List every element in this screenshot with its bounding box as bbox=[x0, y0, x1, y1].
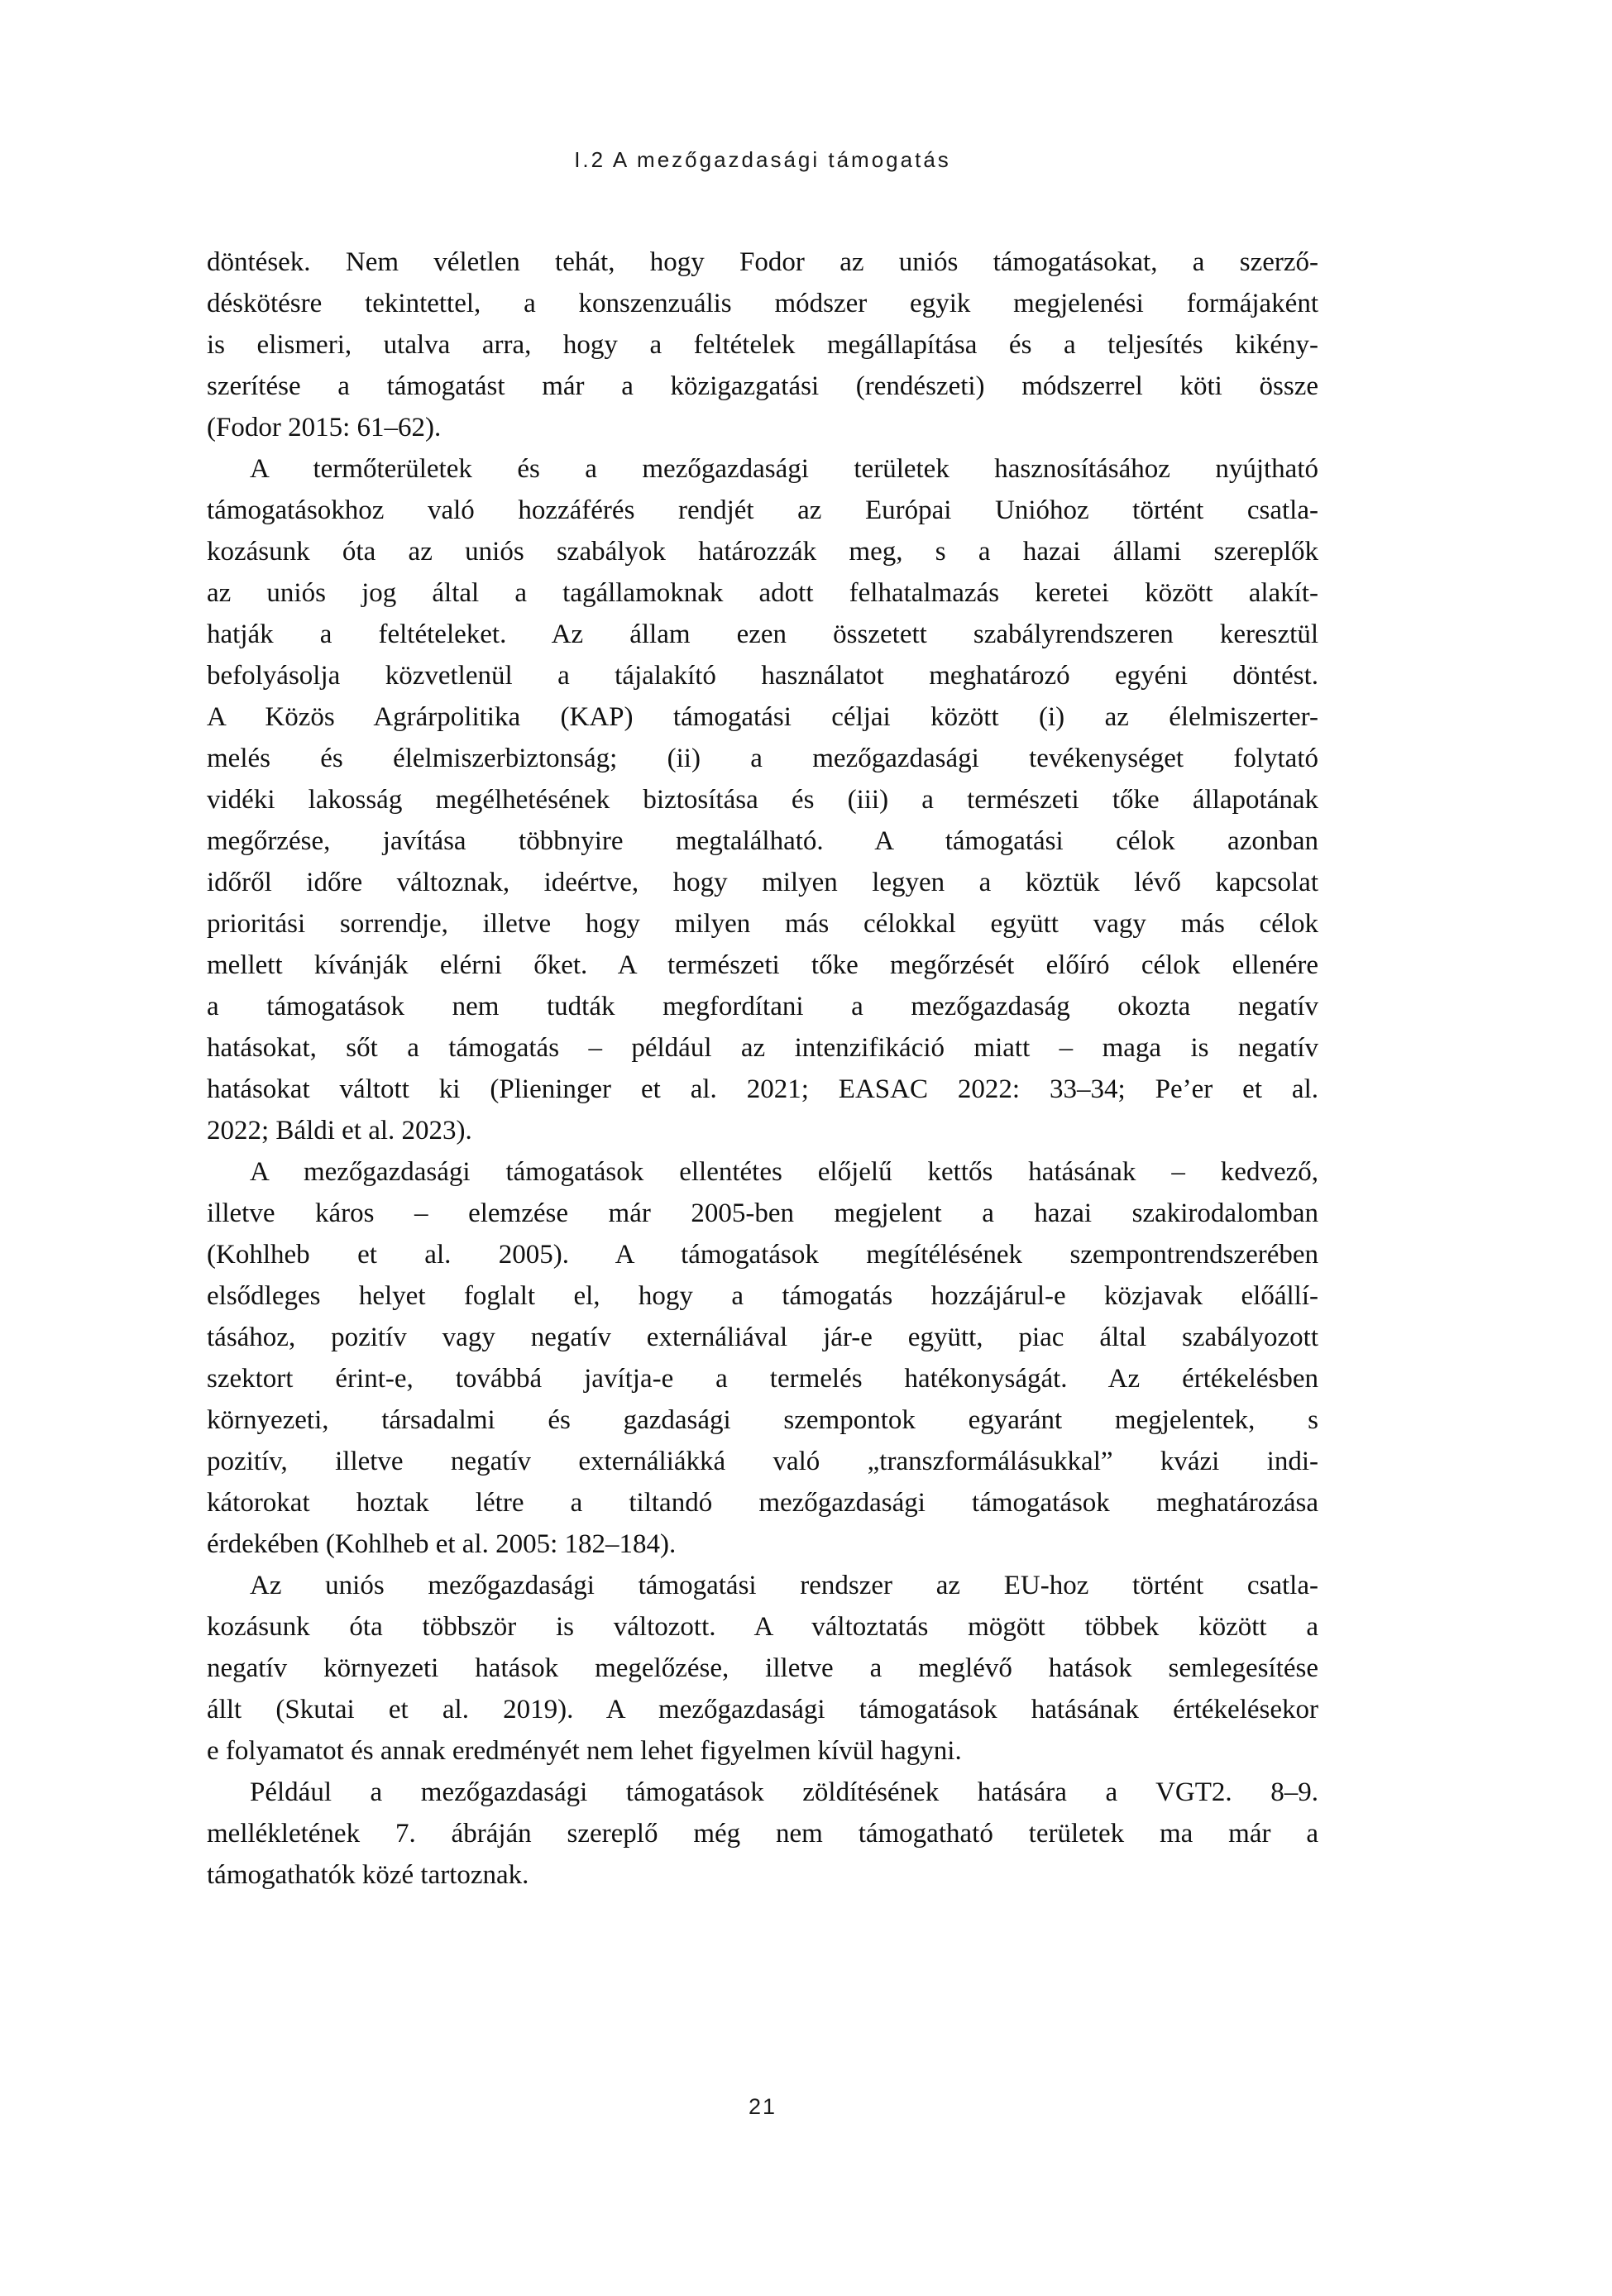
body-text bbox=[207, 242, 1318, 1896]
text-line: hatják a feltételeket. Az állam ezen összetett szabályrendszeren keresztül bbox=[207, 619, 1318, 649]
text-line: kozásunk óta többször is változott. A változtatás mögött többek között a bbox=[207, 1612, 1318, 1642]
text-line: 2022; Báldi et al. 2023). bbox=[207, 1116, 472, 1146]
text-line: (Kohlheb et al. 2005). A támogatások megítélésének szempontrendszerében bbox=[207, 1240, 1318, 1270]
text-line: állt (Skutai et al. 2019). A mezőgazdasági támogatások hatásának értékelésekor bbox=[207, 1695, 1318, 1724]
text-line: e folyamatot és annak eredményét nem lehet figyelmen kívül hagyni. bbox=[207, 1736, 962, 1766]
text-line: is elismeri, utalva arra, hogy a feltételek megállapítása és a teljesítés kikény- bbox=[207, 330, 1318, 360]
paragraph bbox=[207, 1772, 1318, 1896]
text-line: pozitív, illetve negatív externáliákká való „transzformálásukkal” kvázi indi- bbox=[207, 1447, 1318, 1476]
running-header: I.2 A mezőgazdasági támogatás bbox=[574, 147, 951, 172]
text-line: támogatásokhoz való hozzáférés rendjét az Európai Unióhoz történt csatla- bbox=[207, 495, 1318, 525]
text-line: elsődleges helyet foglalt el, hogy a támogatás hozzájárul-e közjavak előállí- bbox=[207, 1281, 1318, 1311]
paragraph bbox=[207, 1151, 1318, 1565]
text-line: Az uniós mezőgazdasági támogatási rendszer az EU-hoz történt csatla- bbox=[250, 1571, 1318, 1600]
text-line: érdekében (Kohlheb et al. 2005: 182–184). bbox=[207, 1529, 677, 1559]
text-line: A Közös Agrárpolitika (KAP) támogatási céljai között (i) az élelmiszerter- bbox=[207, 702, 1318, 732]
text-line: déskötésre tekintettel, a konszenzuális módszer egyik megjelenési formájaként bbox=[207, 289, 1318, 318]
text-line: befolyásolja közvetlenül a tájalakító használatot meghatározó egyéni döntést. bbox=[207, 661, 1318, 691]
paragraph bbox=[207, 242, 1318, 448]
text-line: döntések. Nem véletlen tehát, hogy Fodor az uniós támogatásokat, a szerző- bbox=[207, 247, 1318, 277]
text-line: negatív környezeti hatások megelőzése, illetve a meglévő hatások semlegesítése bbox=[207, 1653, 1318, 1683]
text-line: a támogatások nem tudták megfordítani a mezőgazdaság okozta negatív bbox=[207, 992, 1318, 1021]
text-line: szektort érint-e, továbbá javítja-e a termelés hatékonyságát. Az értékelésben bbox=[207, 1364, 1318, 1394]
text-line: környezeti, társadalmi és gazdasági szempontok egyaránt megjelentek, s bbox=[207, 1405, 1318, 1435]
text-line: mellett kívánják elérni őket. A természeti tőke megőrzését előíró célok ellenére bbox=[207, 950, 1318, 980]
paragraph bbox=[207, 448, 1318, 1151]
text-line: A termőterületek és a mezőgazdasági területek hasznosításához nyújtható bbox=[250, 454, 1318, 484]
text-line: Például a mezőgazdasági támogatások zöldítésének hatására a VGT2. 8–9. bbox=[250, 1777, 1318, 1807]
text-line: tásához, pozitív vagy negatív externáliával jár-e együtt, piac által szabályozott bbox=[207, 1323, 1318, 1352]
text-line: vidéki lakosság megélhetésének biztosítása és (iii) a természeti tőke állapotának bbox=[207, 785, 1318, 815]
text-line: mellékletének 7. ábráján szereplő még nem támogatható területek ma már a bbox=[207, 1819, 1318, 1849]
text-line: az uniós jog által a tagállamoknak adott felhatalmazás keretei között alakít- bbox=[207, 578, 1318, 608]
paragraph bbox=[207, 1565, 1318, 1772]
text-line: hatásokat váltott ki (Plieninger et al. 2021; EASAC 2022: 33–34; Pe’er et al. bbox=[207, 1074, 1318, 1104]
text-line: hatásokat, sőt a támogatás – például az intenzifikáció miatt – maga is negatív bbox=[207, 1033, 1318, 1063]
text-line: megőrzése, javítása többnyire megtalálható. A támogatási célok azonban bbox=[207, 826, 1318, 856]
page-number: 21 bbox=[748, 2094, 777, 2119]
text-line: illetve káros – elemzése már 2005-ben megjelent a hazai szakirodalomban bbox=[207, 1198, 1318, 1228]
text-line: kozásunk óta az uniós szabályok határozzák meg, s a hazai állami szereplők bbox=[207, 537, 1318, 567]
text-line: támogathatók közé tartoznak. bbox=[207, 1860, 529, 1890]
text-line: prioritási sorrendje, illetve hogy milyen más célokkal együtt vagy más célok bbox=[207, 909, 1318, 939]
text-line: időről időre változnak, ideértve, hogy milyen legyen a köztük lévő kapcsolat bbox=[207, 868, 1318, 897]
text-line: (Fodor 2015: 61–62). bbox=[207, 413, 442, 442]
text-line: kátorokat hoztak létre a tiltandó mezőgazdasági támogatások meghatározása bbox=[207, 1488, 1318, 1518]
text-line: szerítése a támogatást már a közigazgatási (rendészeti) módszerrel köti össze bbox=[207, 371, 1318, 401]
text-line: A mezőgazdasági támogatások ellentétes előjelű kettős hatásának – kedvező, bbox=[250, 1157, 1318, 1187]
text-line: melés és élelmiszerbiztonság; (ii) a mezőgazdasági tevékenységet folytató bbox=[207, 744, 1318, 773]
